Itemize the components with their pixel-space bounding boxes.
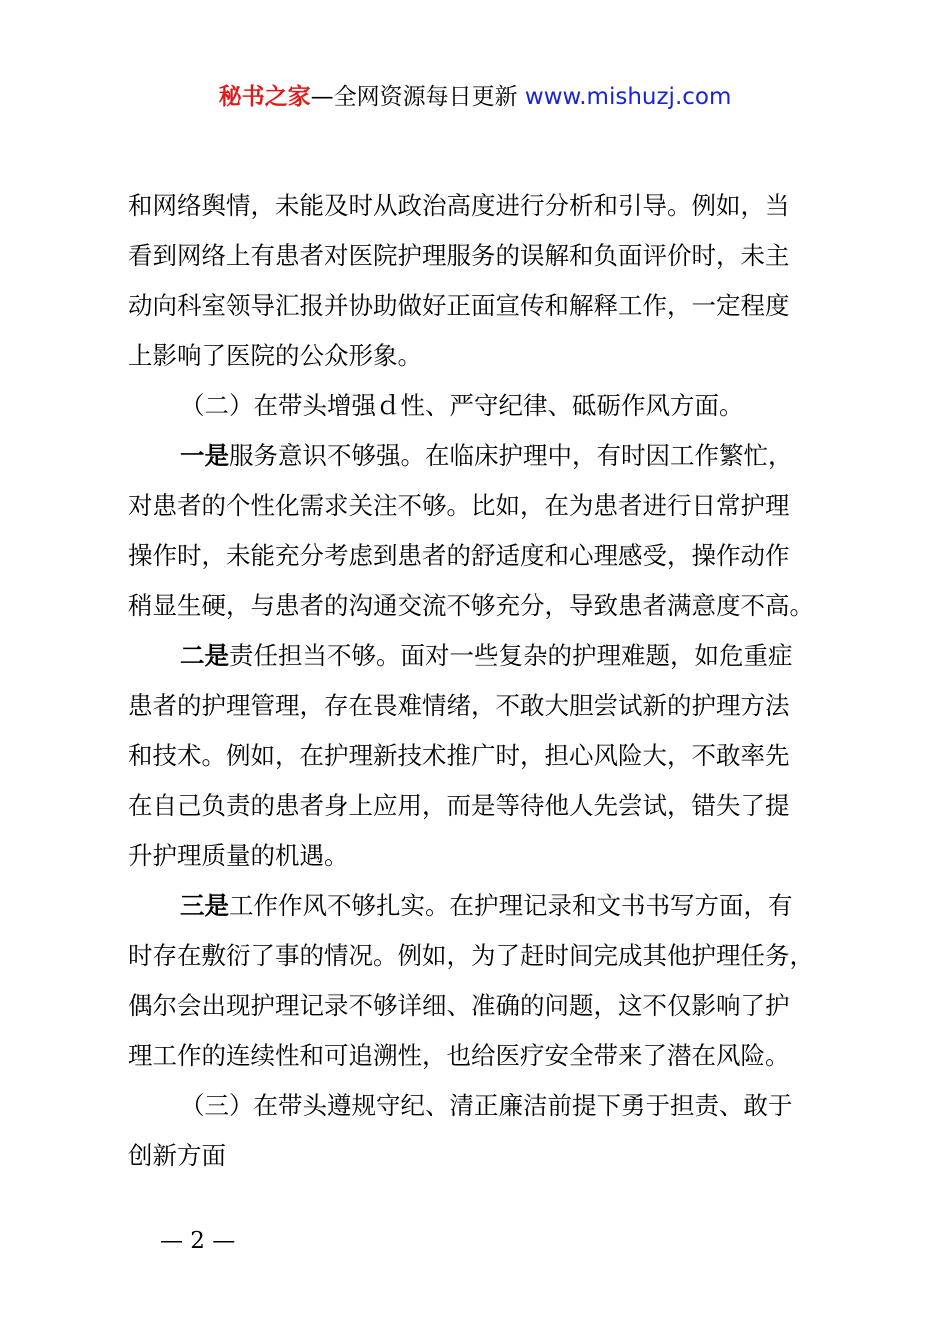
point-label: 一是 — [180, 441, 229, 470]
text-line: 和网络舆情，未能及时从政治高度进行分析和引导。例如，当 — [128, 191, 790, 220]
text-line: 操作时，未能充分考虑到患者的舒适度和心理感受，操作动作 — [128, 541, 790, 570]
point-label: 三是 — [180, 891, 229, 920]
text-line: 上影响了医院的公众形象。 — [128, 341, 422, 370]
document-body — [128, 181, 838, 1181]
text-line: 患者的护理管理，存在畏难情绪，不敢大胆尝试新的护理方法 — [128, 691, 790, 720]
text-line: 和技术。例如，在护理新技术推广时，担心风险大，不敢率先 — [128, 741, 790, 770]
text-line: 动向科室领导汇报并协助做好正面宣传和解释工作，一定程度 — [128, 291, 790, 320]
text-line: 偶尔会出现护理记录不够详细、准确的问题，这不仅影响了护 — [128, 991, 790, 1020]
site-slogan: —全网资源每日更新 — [310, 84, 525, 110]
text-line: 二是责任担当不够。面对一些复杂的护理难题，如危重症 — [180, 641, 793, 670]
text-line: 在自己负责的患者身上应用，而是等待他人先尝试，错失了提 — [128, 791, 790, 820]
site-url-link[interactable]: www.mishuzj.com — [524, 84, 732, 110]
page-number: — 2 — — [160, 1228, 236, 1254]
text-line: 三是工作作风不够扎实。在护理记录和文书书写方面，有 — [180, 891, 793, 920]
text-line: 理工作的连续性和可追溯性，也给医疗安全带来了潜在风险。 — [128, 1041, 790, 1070]
text-line: 升护理质量的机遇。 — [128, 841, 349, 870]
text-line: 对患者的个性化需求关注不够。比如，在为患者进行日常护理 — [128, 491, 790, 520]
text-line: 看到网络上有患者对医院护理服务的误解和负面评价时，未主 — [128, 241, 790, 270]
section-heading: （三）在带头遵规守纪、清正廉洁前提下勇于担责、敢于 — [180, 1091, 793, 1120]
site-brand: 秘书之家 — [218, 84, 311, 110]
text-line: 创新方面 — [128, 1141, 226, 1170]
text-line: 一是服务意识不够强。在临床护理中，有时因工作繁忙， — [180, 441, 793, 470]
section-heading: （二）在带头增强ｄ性、严守纪律、砥砺作风方面。 — [180, 391, 744, 420]
point-label: 二是 — [180, 641, 229, 670]
text-line: 稍显生硬，与患者的沟通交流不够充分，导致患者满意度不高。 — [128, 591, 814, 620]
text-line: 时存在敷衍了事的情况。例如，为了赶时间完成其他护理任务， — [128, 941, 814, 970]
page-header — [0, 80, 950, 114]
